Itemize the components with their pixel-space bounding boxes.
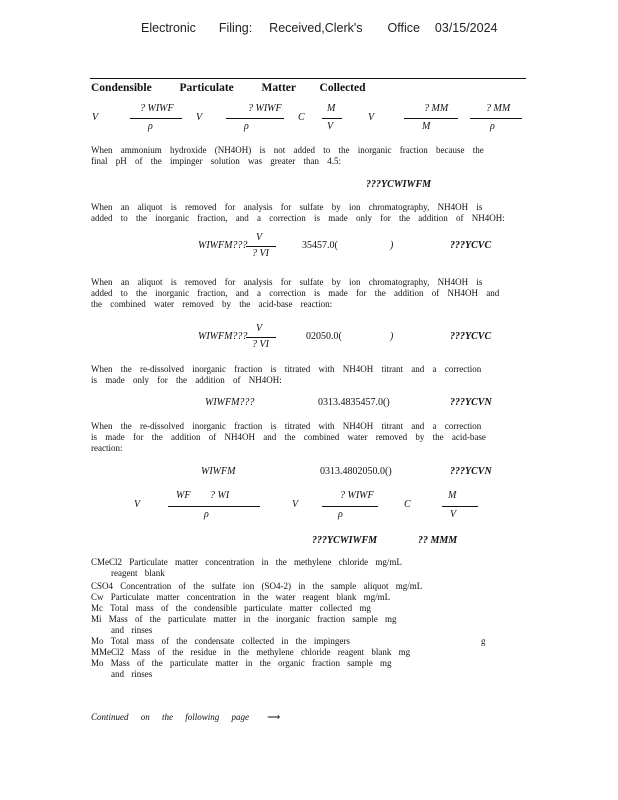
- eq6-a: WIWFM: [201, 466, 236, 477]
- equation-2: ???YCWIWFM: [366, 179, 432, 190]
- variable-item: MMeCl2 Mass of the residue in the methylene chloride reagent blank mg: [91, 647, 411, 657]
- title-word-1: Condensible: [91, 82, 152, 94]
- eq7-v2: V: [292, 499, 299, 510]
- eq3-a: WIWFM???: [198, 240, 248, 251]
- eq1-n2: ? WIWF: [248, 103, 282, 114]
- paragraph-1: [91, 145, 484, 167]
- unit-g: g: [481, 636, 486, 646]
- header-received: Received,Clerk's: [269, 21, 363, 35]
- variable-item: Cw Particulate matter concentration in the water reagent blank mg/mL: [91, 592, 391, 602]
- p5-line-1: When the re-dissolved inorganic fraction is titrated with NH4OH titrant and a correction: [91, 421, 482, 431]
- p2-line-2: added to the inorganic fraction, and a correction is made only for the addition of NH4OH:: [91, 213, 505, 223]
- eq7-n3: M: [448, 490, 457, 501]
- eq1-d1: ρ: [148, 121, 153, 132]
- eq1-v3: C: [298, 112, 305, 123]
- eq3-b: V: [256, 232, 263, 243]
- eq1-d3: V: [327, 121, 334, 132]
- eq1-d5: ρ: [490, 121, 495, 132]
- eq5-c: ???YCVN: [450, 397, 492, 408]
- eq7-v3: C: [404, 499, 411, 510]
- title-word-4: Collected: [319, 82, 366, 94]
- eq1-d4: M: [422, 121, 431, 132]
- eq3-c: ? VI: [252, 248, 269, 259]
- paragraph-4: [91, 364, 481, 386]
- arrow-right-icon: ⟶: [267, 712, 281, 722]
- eq7-n2: ? WIWF: [340, 490, 374, 501]
- p5-line-3: reaction:: [91, 443, 123, 453]
- variable-item: CMeCl2 Particulate matter concentration in the methylene chloride mg/mL reagent blank: [91, 557, 402, 578]
- header-office: Office: [387, 21, 420, 35]
- eq4-c: ? VI: [252, 339, 269, 350]
- eq1-n4: ? MM: [424, 103, 449, 114]
- p1-line-2: final pH of the impinger solution was greater than 4.5:: [91, 156, 341, 166]
- title-word-2: Particulate: [179, 82, 234, 94]
- p3-line-3: the combined water removed by the acid-base reaction:: [91, 299, 333, 309]
- continued-note: [91, 712, 280, 723]
- p4-line-2: is made only for the addition of NH4OH:: [91, 375, 282, 385]
- eq4-f: ???YCVC: [450, 331, 492, 342]
- eq6-b: 0313.4802050.0(): [320, 466, 392, 477]
- variable-item: CSO4 Concentration of the sulfate ion (SO4-2) in the sample aliquot mg/mL: [91, 581, 423, 591]
- section-title: [91, 82, 366, 94]
- eq1-n1: ? WIWF: [140, 103, 174, 114]
- eq7-d2: ρ: [338, 509, 343, 520]
- variable-item: Mo Total mass of the condensate collected in the impingers g: [91, 636, 486, 646]
- eq7-n1b: ? WI: [210, 490, 230, 501]
- header-date: 03/15/2024: [434, 21, 498, 35]
- eq4-b: V: [256, 323, 263, 334]
- paragraph-5: [91, 421, 486, 454]
- variable-item: Mc Total mass of the condensible particulate matter collected mg: [91, 603, 371, 613]
- title-word-3: Matter: [261, 82, 296, 94]
- eq1-d2: ρ: [244, 121, 249, 132]
- eq3-f: ???YCVC: [450, 240, 492, 251]
- eq1-n5: ? MM: [486, 103, 511, 114]
- header-filing: Filing:: [218, 21, 253, 35]
- p2-line-1: When an aliquot is removed for analysis for sulfate by ion chromatography, NH4OH is: [91, 202, 483, 212]
- eq1-v4: V: [368, 112, 375, 123]
- eq7-d1: ρ: [204, 509, 209, 520]
- p5-line-2: is made for the addition of NH4OH and the combined water removed by the acid-base: [91, 432, 486, 442]
- p1-line-1: When ammonium hydroxide (NH4OH) is not added to the inorganic fraction because the: [91, 145, 484, 155]
- eq7-v1: V: [134, 499, 141, 510]
- variable-item: Mi Mass of the particulate matter in the inorganic fraction sample mg and rinses: [91, 614, 397, 635]
- eq1-v1: V: [92, 112, 99, 123]
- eq6-c: ???YCVN: [450, 466, 492, 477]
- paragraph-2: [91, 202, 505, 224]
- eq1-v2: V: [196, 112, 203, 123]
- paragraph-3: [91, 277, 499, 310]
- eq4-a: WIWFM???: [198, 331, 248, 342]
- p3-line-1: When an aliquot is removed for analysis for sulfate by ion chromatography, NH4OH is: [91, 277, 483, 287]
- eq4-e: ): [390, 331, 394, 342]
- variable-item: Mo Mass of the particulate matter in the organic fraction sample mg and rinses: [91, 658, 392, 679]
- eq8-b: ?? MMM: [418, 535, 458, 546]
- filing-header: [141, 21, 497, 35]
- p4-line-1: When the re-dissolved inorganic fraction is titrated with NH4OH titrant and a correction: [91, 364, 482, 374]
- eq8-a: ???YCWIWFM: [312, 535, 378, 546]
- p3-line-2: added to the inorganic fraction, and a correction is made for the addition of NH4OH and: [91, 288, 500, 298]
- eq3-d: 35457.0(: [302, 240, 338, 251]
- header-electronic: Electronic: [141, 21, 196, 35]
- variable-list: [91, 557, 521, 680]
- eq7-n1: WF: [176, 490, 191, 501]
- continued-text: Continued on the following page: [91, 712, 249, 722]
- eq4-d: 02050.0(: [306, 331, 342, 342]
- eq5-a: WIWFM???: [205, 397, 255, 408]
- eq3-e: ): [390, 240, 394, 251]
- eq7-d3: V: [450, 509, 457, 520]
- section-rule: [90, 78, 526, 79]
- eq5-b: 0313.4835457.0(): [318, 397, 390, 408]
- eq1-n3: M: [327, 103, 336, 114]
